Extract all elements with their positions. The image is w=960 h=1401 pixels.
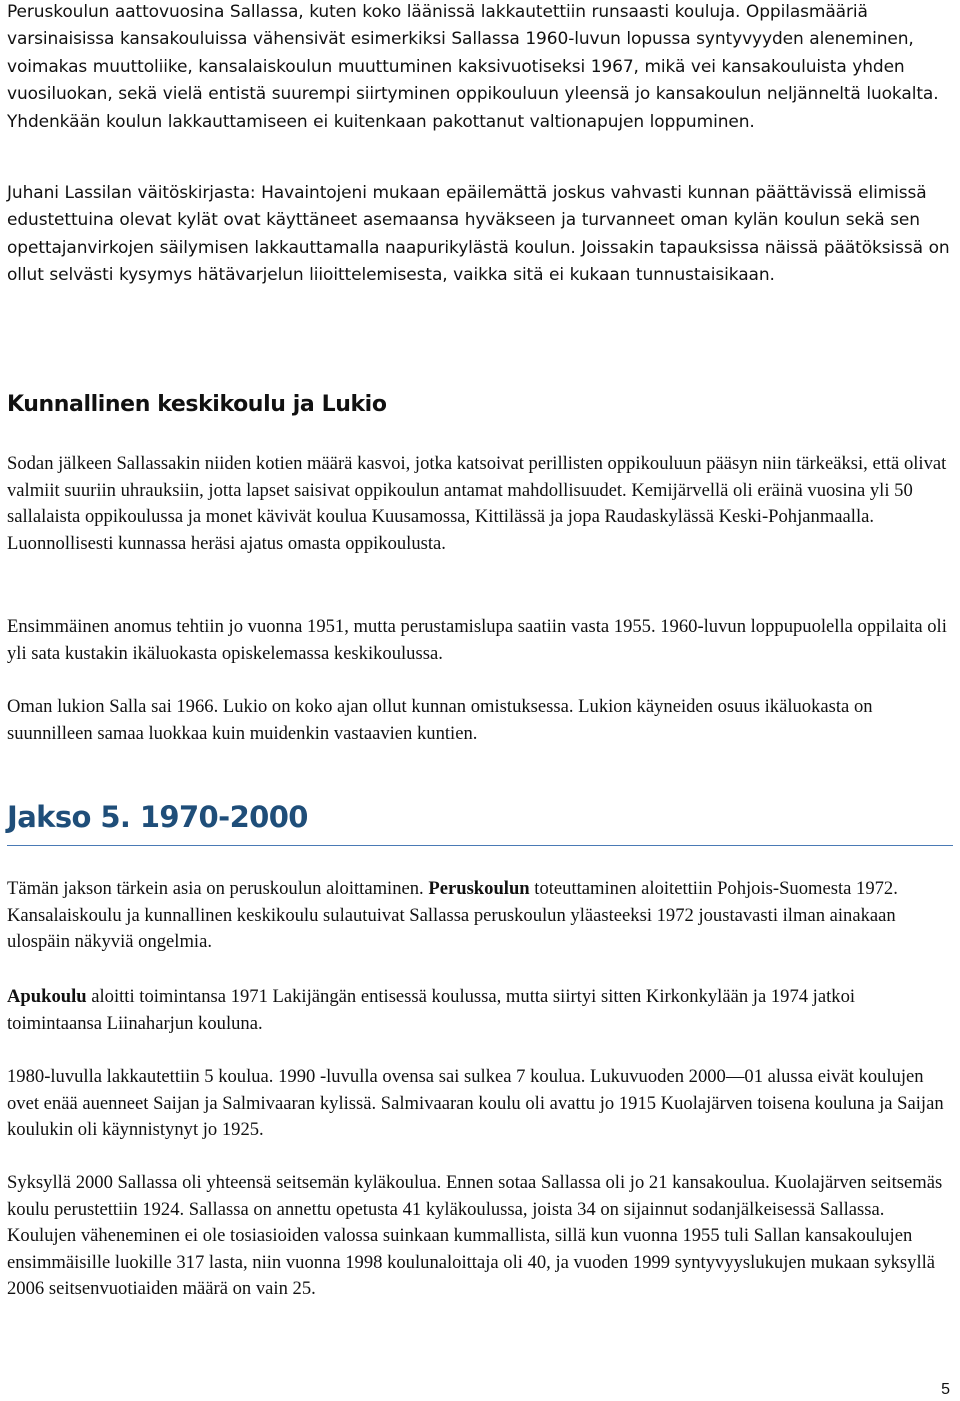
paragraph-postwar-schooling: Sodan jälkeen Sallassakin niiden kotien määrä kasvoi, jotka katsoivat perillisten oppikouluun pääsyn niin tärkeäksi, että olivat valmiit suuriin uhrauksiin, jotta lapset saisivat oppikoulun antamat mahdollisuudet. Kemijärvellä oli eräinä vuosina yli 50 sallalaista oppikoulussa ja monet kävivät koulua Kuusamossa, Kittilässä ja jopa Raudaskylässä Keski-Pohjanmaalla. Luonnollisesti kunnassa heräsi ajatus omasta oppikoulusta. [7,453,947,554]
paragraph-comprehensive-school [7,876,953,956]
text-run: toteuttaminen aloitettiin Pohjois-Suomesta 1972. Kansalaiskoulu ja kunnallinen keskikoulu sulautuivat Sallassa peruskoulun yläasteeksi 1972 joustavasti ilman ainakaan ulospäin näkyviä ongelmia. [7,878,898,952]
paragraph-village-schools-2000: Syksyllä 2000 Sallassa oli yhteensä seitsemän kyläkoulua. Ennen sotaa Sallassa oli jo 21 kansakoulua. Kuolajärven seitsemäs koulu perustettiin 1924. Sallassa on annettu opetusta 41 kyläkoulussa, joista 34 on sijainnut sodanjälkeisessä Sallassa. Koulujen väheneminen ei ole tosiasioiden valossa suinkaan kummallista, sillä kun vuonna 1955 tuli Sallan kansakoulujen ensimmäisille luokille 317 lasta, niin vuonna 1998 koulunaloittaja oli 40, ja vuoden 1999 syntyvyyslukujen mukaan syksyllä 2006 seitsenvuotiaiden määrä on vain 25. [7,1172,943,1299]
text-run: aloitti toimintansa 1971 Lakijängän entisessä koulussa, mutta siirtyi sitten Kirkonkylään ja 1974 jatkoi toimintaansa Liinaharjun kouluna. [7,986,856,1034]
paragraph-first-application: Ensimmäinen anomus tehtiin jo vuonna 1951, mutta perustamislupa saatiin vasta 1955. 1960-luvun loppupuolella oppilaita oli yli sata kustakin ikäluokasta opiskelemassa keskikoulussa. [7,616,947,664]
paragraph-own-lukio: Oman lukion Salla sai 1966. Lukio on koko ajan ollut kunnan omistuksessa. Lukion käyneiden osuus ikäluokasta on suunnilleen samaa luokkaa kuin muidenkin vastaavien kuntien. [7,696,873,744]
bold-term-apukoulu: Apukoulu [7,986,87,1007]
bold-term-peruskoulun: Peruskoulun [428,878,530,899]
heading-underline-rule [7,845,953,846]
paragraph-special-school [7,984,953,1037]
text-run: Tämän jakson tärkein asia on peruskoulun aloittaminen. [7,878,429,899]
paragraph-closures-1980s-1990s: 1980-luvulla lakkautettiin 5 koulua. 1990 -luvulla ovensa sai sulkea 7 koulua. Lukuvuoden 2000—01 alussa eivät koulujen ovet enää auenneet Saijan ja Salmivaaran kylissä. Salmivaaran koulu oli avattu jo 1915 Kuolajärven toisena kouluna ja Saijan koulukin oli käynnistynyt jo 1925. [7,1066,944,1140]
paragraph-school-closures: Peruskoulun aattovuosina Sallassa, kuten koko läänissä lakkautettiin runsaasti kouluja. Oppilasmääriä varsinaisissa kansakouluissa vähensivät esimerkiksi Sallassa 1960-luvun lopussa syntyvyyden aleneminen, voimakas muuttoliike, kansalaiskoulun muuttuminen kaksivuotiseksi 1967, mikä vei kansakouluista yhden vuosiluokan, sekä vielä entistä suurempi siirtyminen oppikouluun yleensä jo kansakoulun neljänneltä luokalta. Yhdenkään koulun lakkauttamiseen ei kuitenkaan pakottanut valtionapujen loppuminen. [7,2,939,132]
section-heading-middle-school-lukio: Kunnallinen keskikoulu ja Lukio [7,392,387,417]
paragraph-lassila-dissertation: Juhani Lassilan väitöskirjasta: Havaintojeni mukaan epäilemättä joskus vahvasti kunnan päättävissä elimissä edustettuina olevat kylät ovat käyttäneet asemaansa hyväkseen ja turvanneet oman kylän koulun sekä sen opettajanvirkojen säilymisen lakkauttamalla naapurikylästä koulun. Joissakin tapauksissa näissä päätöksissä on ollut selvästi kysymys hätävarjelun liioittelemisesta, vaikka sitä ei kukaan tunnustaisikaan. [7,183,950,286]
chapter-heading-jakso-5: Jakso 5. 1970-2000 [7,800,308,834]
page-number: 5 [941,1381,950,1398]
